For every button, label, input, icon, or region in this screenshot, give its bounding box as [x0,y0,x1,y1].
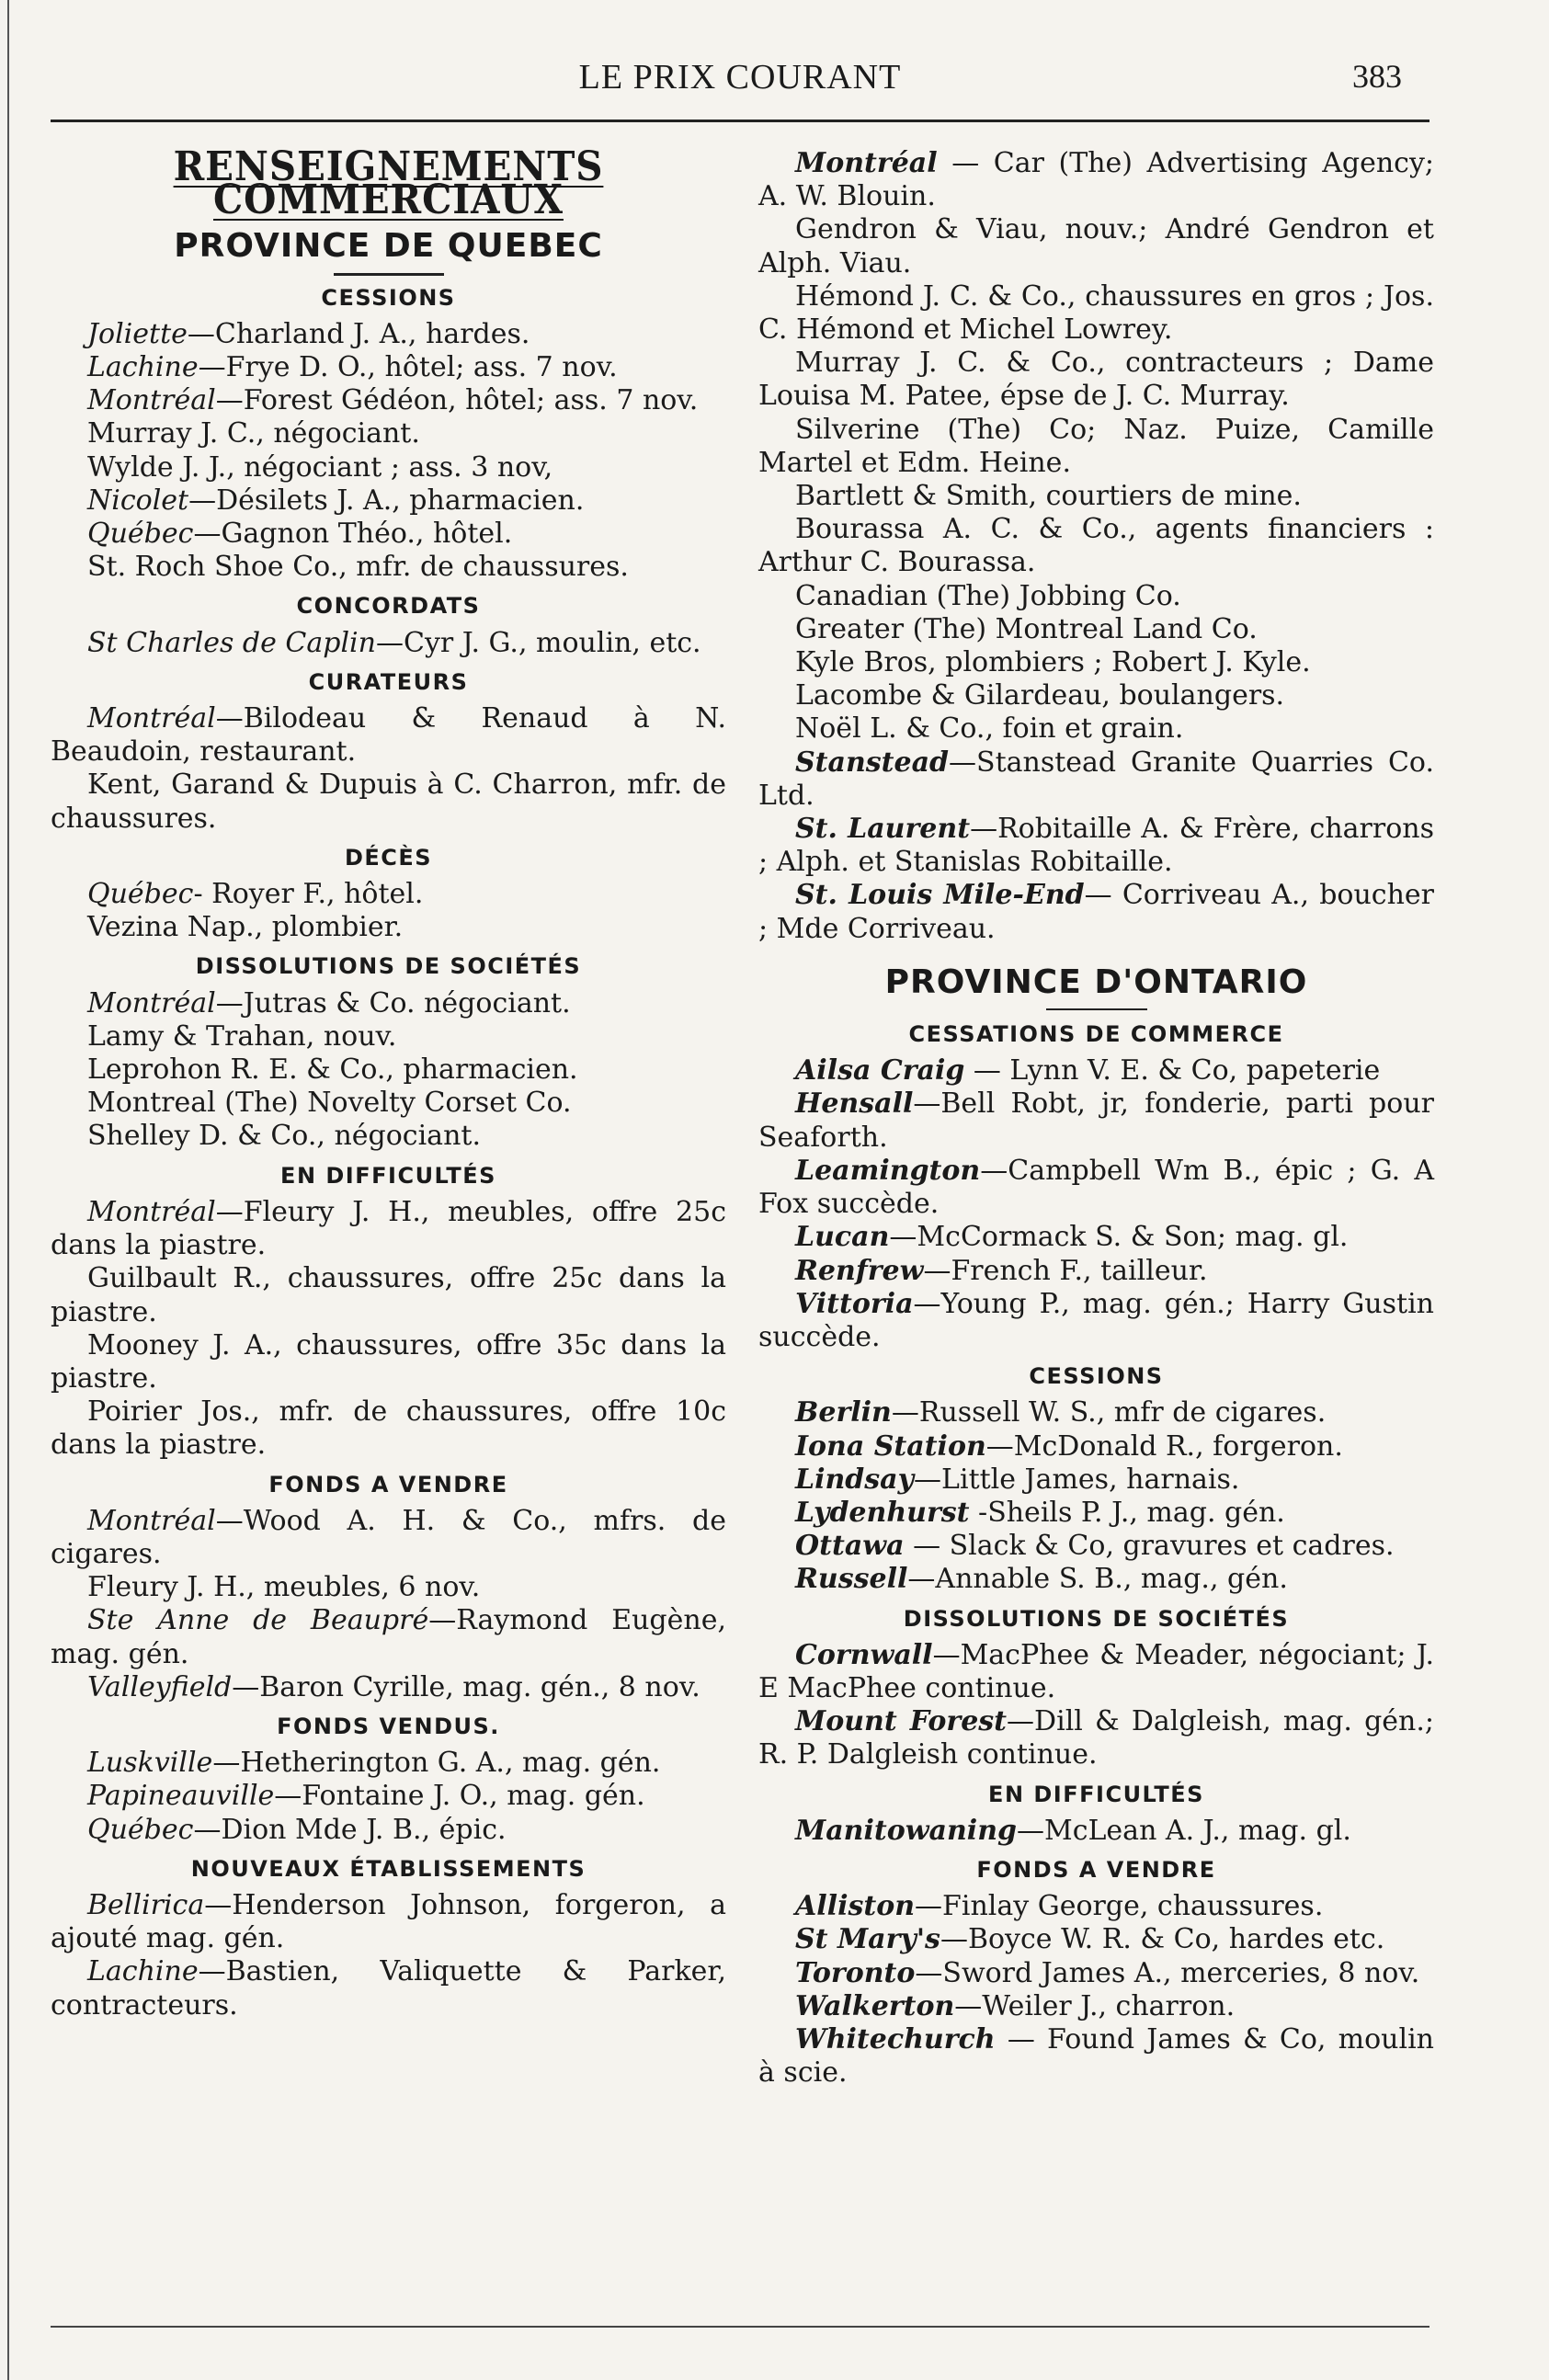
notice-entry [758,1957,1434,1990]
notice-entry [51,551,726,584]
notice-entry [758,1639,1434,1705]
notice-text: —Sword James A., merceries, 8 nov. [915,1956,1420,1989]
notice-entry [51,987,726,1020]
notice-entry [51,702,726,769]
page-header [51,57,1429,112]
notice-text: Noël L. & Co., foin et grain. [795,712,1184,746]
place-name: St Charles de Caplin [87,626,376,659]
notice-entry [51,1020,726,1053]
notice-text: Lacombe & Gilardeau, boulangers. [795,679,1285,712]
notice-entry [758,1463,1434,1497]
notice-entry [758,480,1434,513]
notice-text: St. Roch Shoe Co., mfr. de chaussures. [87,551,629,584]
notice-entry [51,1747,726,1780]
place-name: Montréal [795,147,938,179]
notice-text: Murray J. C. & Co., contracteurs ; Dame Louisa M. Patee, épse de J. C. Murray. [758,347,1434,413]
notice-text: Lamy & Trahan, nouv. [87,1019,397,1053]
right-sections [758,1018,1434,2090]
section-rule [334,273,444,276]
notice-text: Vezina Nap., plombier. [87,911,404,944]
notice-entry [51,1120,726,1153]
province-heading-quebec: PROVINCE DE QUEBEC [174,227,603,266]
place-name: Lydenhurst [795,1496,970,1529]
notice-text: —Jutras & Co. négociant. [215,986,571,1019]
notice-entry [758,1155,1434,1221]
notice-text: —Forest Gédéon, hôtel; ass. 7 nov. [215,384,699,417]
notice-text: — Slack & Co, gravures et cadres. [904,1530,1395,1563]
notice-entry [51,484,726,518]
notice-entry [758,1705,1434,1771]
notice-text: — Lynn V. E. & Co, papeterie [964,1054,1381,1088]
notice-text: Silverine (The) Co; Naz. Puize, Camille Martel et Edm. Heine. [758,413,1434,479]
section-heading: DISSOLUTIONS DE SOCIÉTÉS [903,1605,1290,1632]
place-name: Ailsa Craig [795,1054,965,1088]
section-rule [1046,1008,1147,1010]
notice-entry [51,1671,726,1704]
notice-text: —Wood A. H. & Co., mfrs. de cigares. [51,1504,726,1570]
place-name: Leamington [795,1154,981,1187]
notice-text: —Robitaille A. & Frère, charrons ; Alph. et Stanislas Robitaille. [758,813,1434,879]
place-name: Lindsay [795,1463,915,1496]
notice-text: —Hetherington G. A., mag. gén. [212,1747,661,1780]
notice-entry [758,813,1434,879]
place-name: Joliette [87,317,188,350]
notice-entry [758,746,1434,813]
section-heading: CONCORDATS [296,593,481,620]
notice-entry [51,1955,726,2021]
notice-entry [758,347,1434,413]
notice-entry [51,1196,726,1262]
notice-text: — Corriveau A., boucher ; Mde Corriveau. [758,879,1434,945]
notice-entry [51,351,726,384]
notice-entry [758,1990,1434,2023]
notice-entry [51,417,726,450]
main-title: RENSEIGNEMENTS COMMERCIAUX [173,143,604,224]
place-name: Nicolet [87,484,189,517]
place-name: Québec [87,1813,194,1846]
place-name: Hensall [795,1088,914,1121]
notice-text: —Fleury J. H., meubles, offre 25c dans la piastre. [51,1195,726,1262]
notice-text: —Gagnon Théo., hôtel. [193,518,513,551]
notice-text: -Sheils P. J., mag. gén. [969,1496,1285,1529]
notice-entry [51,1814,726,1847]
section-heading: CESSIONS [1029,1363,1164,1390]
place-name: Stanstead [795,746,950,779]
section-heading: CURATEURS [308,668,469,695]
notice-text: — Car (The) Advertising Agency; A. W. Blouin. [758,147,1434,213]
notice-text: - Royer F., hôtel. [193,878,424,911]
notice-entry [758,613,1434,646]
place-name: Lachine [87,1955,199,1988]
notice-text: Murray J. C., négociant. [87,417,420,450]
section-heading: NOUVEAUX ÉTABLISSEMENTS [190,1855,587,1882]
quebec-continued-entries [758,147,1434,946]
notice-entry [758,513,1434,579]
notice-text: —McLean A. J., mag. gl. [1016,1814,1351,1847]
notice-text: —Bastien, Valiquette & Parker, contracteurs. [51,1955,726,2021]
notice-text: Montreal (The) Novelty Corset Co. [87,1087,572,1120]
place-name: Québec [87,878,194,911]
place-name: Ottawa [795,1530,905,1563]
section-heading: FONDS A VENDRE [268,1471,508,1497]
notice-entry [758,1815,1434,1848]
section-heading: EN DIFFICULTÉS [280,1162,496,1189]
notice-text: —Raymond Eugène, mag. gén. [51,1604,726,1670]
notice-text: Fleury J. H., meubles, 6 nov. [87,1571,481,1604]
place-name: Montréal [87,1504,216,1537]
place-name: Luskville [87,1747,213,1780]
notice-entry [758,1530,1434,1563]
notice-entry [51,1395,726,1462]
place-name: Montréal [87,986,216,1019]
notice-text: Gendron & Viau, nouv.; André Gendron et Alph. Viau. [758,213,1434,279]
place-name: Iona Station [795,1429,986,1463]
notice-text: —Fontaine J. O., mag. gén. [274,1780,645,1813]
notice-entry [758,1497,1434,1530]
notice-text: —McCormack S. & Son; mag. gl. [889,1221,1349,1254]
notice-text: —Annable S. B., mag., gén. [907,1563,1288,1596]
left-sections [51,281,726,2022]
place-name: Renfrew [795,1254,924,1287]
section-heading: FONDS A VENDRE [976,1856,1216,1883]
section-heading: CESSIONS [321,284,456,311]
place-name: Ste Anne de Beaupré [87,1604,429,1637]
notice-text: —Bell Robt, jr, fonderie, parti pour Seaforth. [758,1088,1434,1154]
place-name: Manitowaning [795,1814,1017,1847]
notice-text: —Frye D. O., hôtel; ass. 7 nov. [198,351,618,384]
place-name: St Mary's [795,1923,940,1956]
notice-text: —Désilets J. A., pharmacien. [188,484,585,517]
notice-entry [51,318,726,351]
notice-text: Bartlett & Smith, courtiers de mine. [795,480,1302,513]
notice-text: Wylde J. J., négociant ; ass. 3 nov, [87,450,553,484]
notice-text: —Boyce W. R. & Co, hardes etc. [940,1923,1385,1956]
notice-text: —McDonald R., forgeron. [985,1429,1343,1463]
place-name: Papineauville [87,1780,275,1813]
place-name: Valleyfield [87,1670,233,1703]
notice-entry [758,679,1434,712]
notice-entry [51,627,726,660]
place-name: Québec [87,518,194,551]
notice-entry [758,712,1434,746]
notice-text: Mooney J. A., chaussures, offre 35c dans la piastre. [51,1328,726,1395]
notice-entry [51,1329,726,1395]
place-name: Vittoria [795,1287,914,1320]
place-name: Montréal [87,384,216,417]
notice-entry [758,646,1434,679]
notice-entry [51,1053,726,1087]
notice-text: Kyle Bros, plombiers ; Robert J. Kyle. [795,646,1311,679]
section-heading: CESSATIONS DE COMMERCE [908,1021,1284,1048]
notice-text: —Weiler J., charron. [954,1989,1236,2022]
notice-entry [758,1255,1434,1288]
notice-entry [758,414,1434,480]
notice-entry [758,1430,1434,1463]
section-heading: DISSOLUTIONS DE SOCIÉTÉS [195,953,582,980]
margin-rule [7,0,9,2380]
notice-entry [758,1923,1434,1956]
place-name: Montréal [87,1195,216,1228]
notice-entry [51,451,726,484]
notice-entry [51,1571,726,1604]
notice-entry [758,879,1434,945]
notice-entry [758,2023,1434,2090]
notice-text: Shelley D. & Co., négociant. [87,1120,481,1153]
notice-text: Hémond J. C. & Co., chaussures en gros ; Jos. C. Hémond et Michel Lowrey. [758,279,1434,347]
notice-entry [51,878,726,911]
notice-text: Canadian (The) Jobbing Co. [795,579,1181,612]
place-name: Whitechurch [795,2022,996,2055]
place-name: Russell [795,1563,908,1596]
place-name: St. Laurent [795,813,971,846]
notice-entry [758,1088,1434,1154]
notice-text: —Bilodeau & Renaud à N. Beaudoin, restaurant. [51,702,726,769]
notice-text: —Charland J. A., hardes. [187,317,530,350]
notice-text: Greater (The) Montreal Land Co. [795,612,1258,645]
notice-text: —Dion Mde J. B., épic. [193,1813,507,1846]
place-name: Alliston [795,1890,916,1923]
place-name: Lucan [795,1221,890,1254]
page-number: 383 [1352,58,1402,95]
notice-text: —Stanstead Granite Quarries Co. Ltd. [758,746,1434,812]
running-title: LE PRIX COURANT [578,58,902,97]
left-column [51,143,726,2022]
notice-text: —Russell W. S., mfr de cigares. [891,1396,1327,1429]
place-name: Berlin [795,1396,892,1429]
notice-entry [51,911,726,944]
notice-entry [758,1396,1434,1429]
place-name: Walkerton [795,1989,955,2022]
place-name: Mount Forest [795,1705,1008,1738]
notice-entry [51,384,726,417]
notice-entry [758,1563,1434,1596]
footer-rule [51,2326,1429,2328]
notice-entry [758,580,1434,613]
place-name: Cornwall [795,1638,933,1671]
place-name: Toronto [795,1956,916,1989]
notice-text: —Cyr J. G., moulin, etc. [375,626,701,659]
notice-text: Leprohon R. E. & Co., pharmacien. [87,1053,578,1087]
notice-entry [51,1889,726,1955]
section-heading: EN DIFFICULTÉS [988,1781,1204,1807]
place-name: St. Louis Mile-End [795,879,1085,912]
province-heading-ontario: PROVINCE D'ONTARIO [884,962,1308,1001]
notice-text: —MacPhee & Meader, négociant; J. E MacPhee continue. [758,1638,1434,1704]
header-rule [51,120,1429,122]
notice-entry [51,1780,726,1813]
notice-entry [758,1890,1434,1923]
section-heading: DÉCÈS [344,844,433,871]
notice-entry [758,280,1434,347]
place-name: Bellirica [87,1888,205,1921]
notice-text: — Found James & Co, moulin à scie. [758,2022,1434,2090]
notice-text: —French F., tailleur. [923,1254,1208,1287]
notice-text: —Young P., mag. gén.; Harry Gustin succède. [758,1287,1434,1353]
notice-text: —Campbell Wm B., épic ; G. A Fox succède. [758,1154,1434,1221]
notice-text: —Henderson Johnson, forgeron, a ajouté mag. gén. [51,1888,726,1955]
notice-entry [51,518,726,551]
notice-entry [758,1221,1434,1254]
notice-text: —Finlay George, chaussures. [915,1890,1324,1923]
notice-text: —Baron Cyrille, mag. gén., 8 nov. [232,1670,700,1703]
notice-entry [758,1054,1434,1088]
notice-entry [51,1262,726,1328]
notice-text: Kent, Garand & Dupuis à C. Charron, mfr. de chaussures. [51,769,726,835]
notice-entry [758,213,1434,279]
notice-entry [51,1505,726,1571]
notice-entry [51,769,726,835]
notice-text: Guilbault R., chaussures, offre 25c dans la piastre. [51,1262,726,1328]
right-column [758,147,1434,2090]
notice-entry [51,1604,726,1670]
notice-entry [758,1288,1434,1354]
notice-text: Poirier Jos., mfr. de chaussures, offre 10c dans la piastre. [51,1395,726,1462]
notice-text: Bourassa A. C. & Co., agents financiers : Arthur C. Bourassa. [758,513,1434,579]
section-heading: FONDS VENDUS. [277,1713,500,1739]
notice-entry [758,147,1434,213]
notice-text: —Dill & Dalgleish, mag. gén.; R. P. Dalgleish continue. [758,1705,1434,1771]
place-name: Montréal [87,702,216,735]
place-name: Lachine [87,351,199,384]
notice-entry [51,1087,726,1120]
notice-text: —Little James, harnais. [914,1463,1240,1496]
